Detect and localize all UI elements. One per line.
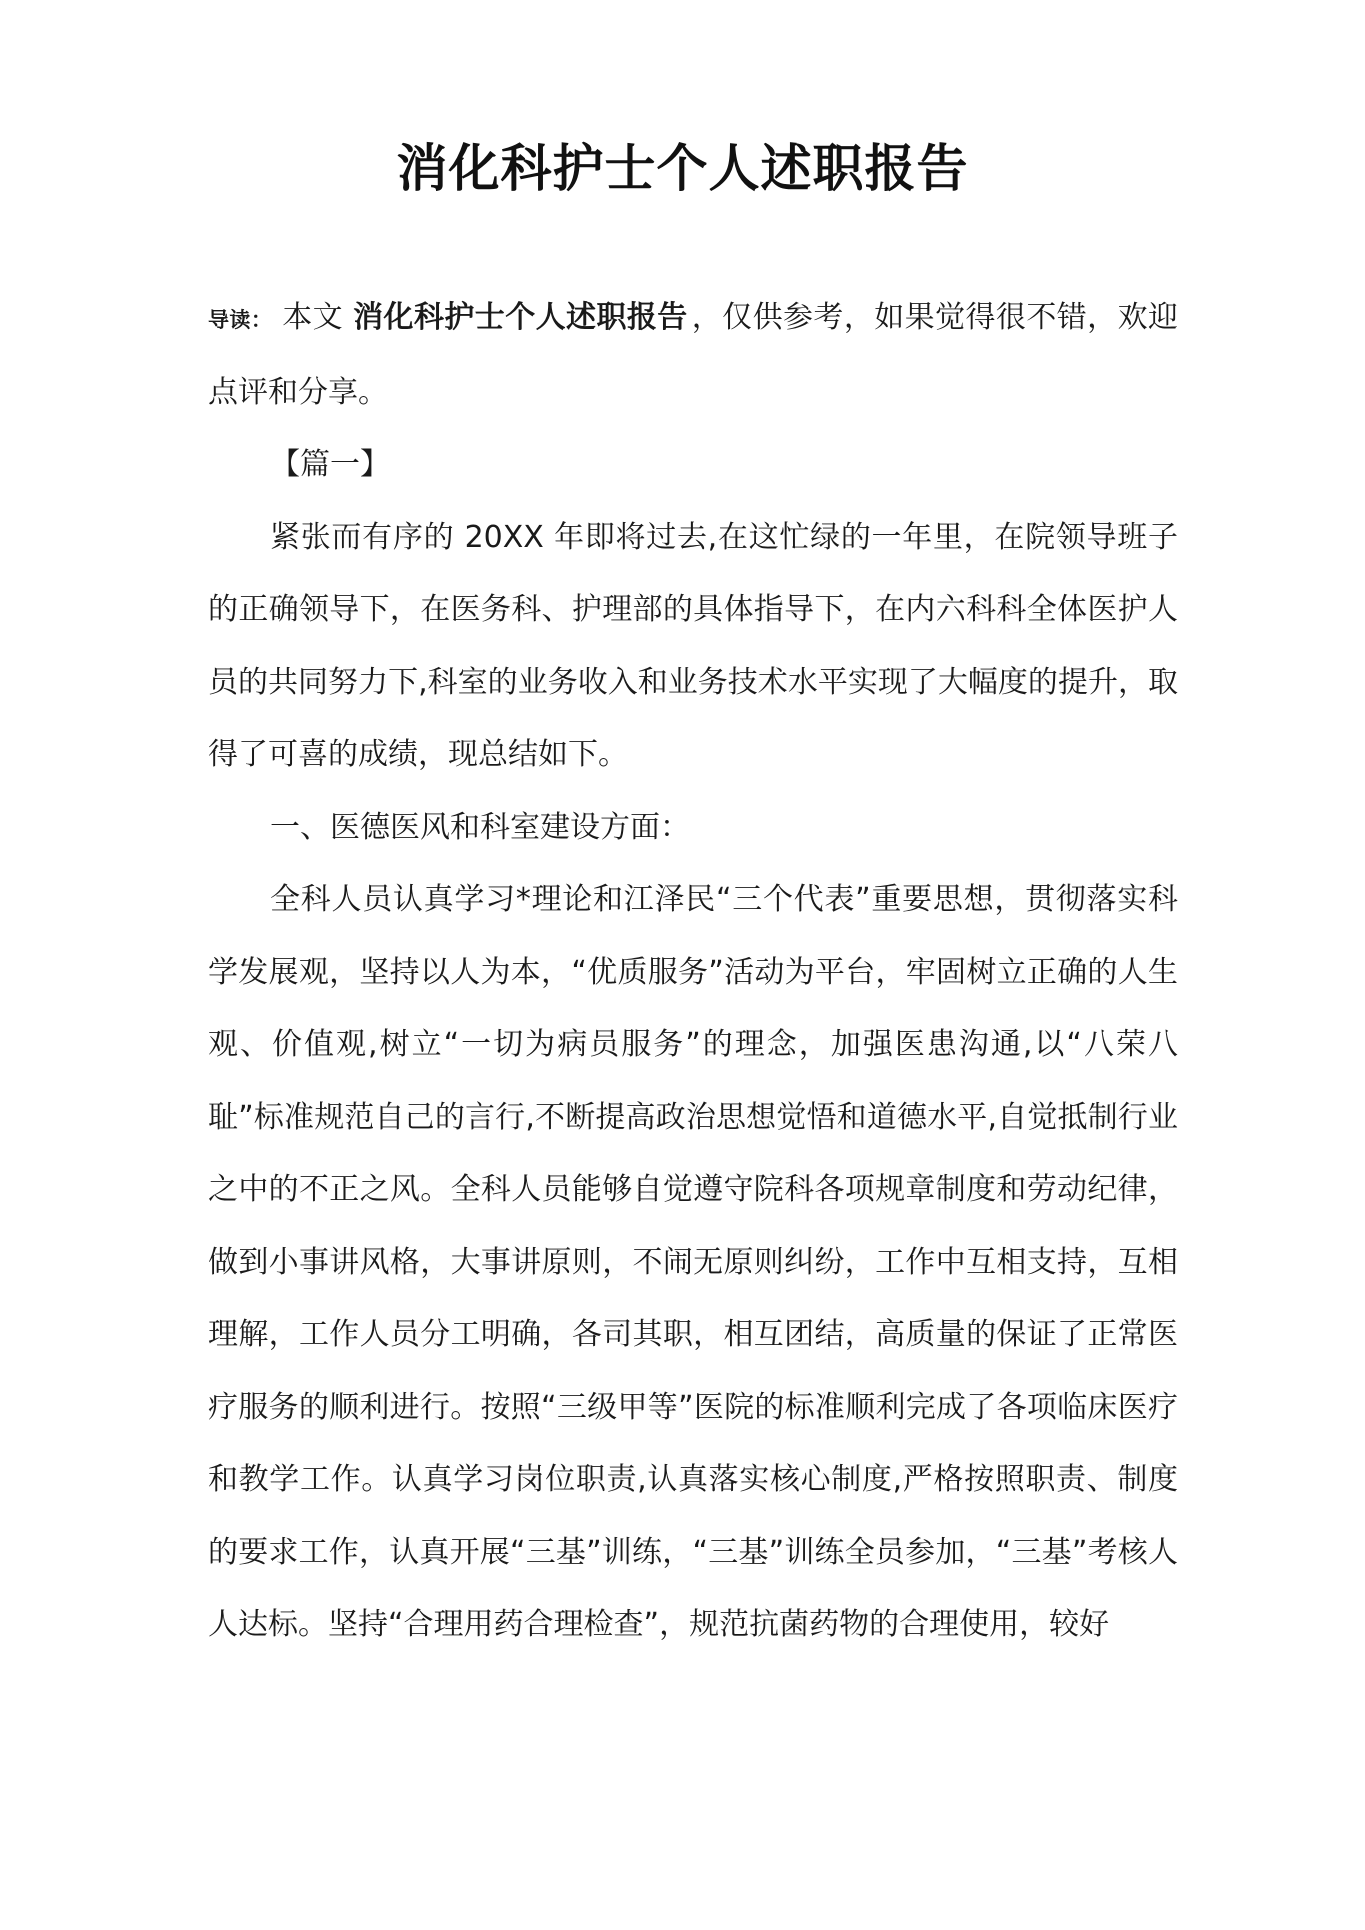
body-paragraph-1: 紧张而有序的 20XX 年即将过去,在这忙绿的一年里，在院领导班子的正确领导下，在医务科、护理部的具体指导下，在内六科科全体医护人员的共同努力下,科室的业务收入和业务技术水平实现了大幅度的提升，取得了可喜的成绩，现总结如下。 <box>208 519 1178 772</box>
body-paragraph-2: 全科人员认真学习*理论和江泽民“三个代表”重要思想，贯彻落实科学发展观，坚持以人为本，“优质服务”活动为平台，牢固树立正确的人生观、价值观,树立“一切为病员服务”的理念，加强医患沟通,以“八荣八耻”标准规范自己的言行,不断提高政治思想觉悟和道德水平,自觉抵制行业之中的不正之风。全科人员能够自觉遵守院科各项规章制度和劳动纪律，做到小事讲风格，大事讲原则，不闹无原则纠纷，工作中互相支持，互相理解，工作人员分工明确，各司其职，相互团结，高质量的保证了正常医疗服务的顺利进行。按照“三级甲等”医院的标准顺利完成了各项临床医疗和教学工作。认真学习岗位职责,认真落实核心制度,严格按照职责、制度的要求工作，认真开展“三基”训练，“三基”训练全员参加，“三基”考核人人达标。坚持“合理用药合理检查”，规范抗菌药物的合理使用，较好 <box>208 882 1178 1642</box>
lead-text-before: 本文 <box>282 300 344 335</box>
document-body <box>208 282 1178 1662</box>
lead-text-after: ，仅供参考，如果觉得很不错，欢迎点评和分享。 <box>208 300 1179 410</box>
lead-label: 导读： <box>208 308 273 332</box>
document-title: 消化科护士个人述职报告 <box>396 140 969 199</box>
lead-strong-title: 消化科护士个人述职报告 <box>353 300 688 335</box>
section-marker: 【篇一】 <box>270 447 390 482</box>
lead-paragraph <box>208 282 1178 429</box>
section-heading: 一、医德医风和科室建设方面： <box>270 809 690 845</box>
